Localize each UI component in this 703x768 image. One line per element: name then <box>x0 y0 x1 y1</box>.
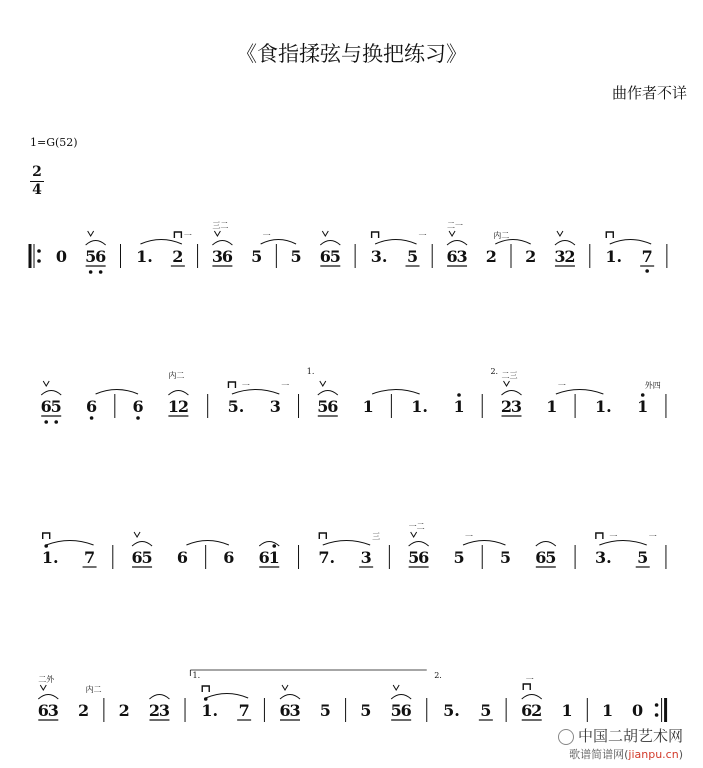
note: 1. <box>41 548 59 567</box>
note: 1 <box>453 397 465 416</box>
note: 5 <box>141 548 153 567</box>
note: 7. <box>318 548 336 567</box>
slur <box>409 542 429 547</box>
composer-credit: 曲作者不详 <box>611 84 687 102</box>
high-octave-dot <box>272 544 276 548</box>
repeat-dot <box>37 259 41 263</box>
watermark <box>558 725 683 762</box>
slur <box>149 695 169 700</box>
note: 3 <box>211 247 223 266</box>
note: 1 <box>602 701 614 720</box>
note: 6 <box>131 548 143 567</box>
wechat-icon <box>558 729 574 745</box>
tie <box>323 541 370 546</box>
up-bow-mark <box>411 532 417 537</box>
note: 6 <box>221 247 233 266</box>
note: 2 <box>531 701 543 720</box>
low-octave-dot <box>54 420 58 424</box>
slur <box>38 695 58 700</box>
note: 6 <box>400 701 412 720</box>
down-bow-mark <box>319 533 326 539</box>
fingering-mark: 一 <box>418 231 427 240</box>
note: 5 <box>480 701 492 720</box>
fingering-mark: 内二 <box>85 685 102 694</box>
note: 3 <box>456 247 468 266</box>
slur <box>318 391 338 396</box>
note: 5 <box>360 701 372 720</box>
note: 6 <box>535 548 547 567</box>
note: 2 <box>525 247 537 266</box>
note: 2 <box>78 701 90 720</box>
note: 6 <box>132 397 144 416</box>
note: 3 <box>47 701 59 720</box>
up-bow-mark <box>322 231 328 236</box>
fingering-mark: 一 <box>609 532 618 541</box>
tie <box>495 240 530 245</box>
down-bow-mark <box>596 533 603 539</box>
fingering-mark: 一 <box>262 231 271 240</box>
volta-label: 1. <box>192 671 201 680</box>
repeat-dot <box>37 249 41 253</box>
down-bow-mark <box>228 382 235 388</box>
note: 3. <box>370 247 388 266</box>
note: 6 <box>327 397 339 416</box>
tie <box>46 541 93 546</box>
up-bow-mark <box>134 532 140 537</box>
low-octave-dot <box>645 269 649 273</box>
note: 1. <box>201 701 219 720</box>
slur <box>555 241 575 246</box>
note: 1 <box>362 397 374 416</box>
down-bow-mark <box>523 684 530 690</box>
note: 6 <box>86 397 98 416</box>
up-bow-mark <box>214 231 220 236</box>
note: 5 <box>545 548 557 567</box>
high-octave-dot <box>457 393 461 397</box>
up-bow-mark <box>557 231 563 236</box>
note: 5 <box>390 701 402 720</box>
note: 6 <box>319 247 331 266</box>
fingering-mark: 一 <box>525 675 534 684</box>
up-bow-mark <box>88 231 94 236</box>
note: 5 <box>251 247 263 266</box>
key-signature: 1=G(52) <box>30 136 78 149</box>
watermark-site: jianpu.cn <box>628 748 679 761</box>
up-bow-mark <box>320 381 326 386</box>
tie <box>232 390 279 395</box>
fingering-mark: 外四 <box>644 381 661 390</box>
repeat-dot <box>655 713 659 717</box>
note: 3 <box>510 397 523 416</box>
down-bow-mark <box>606 232 613 238</box>
note: 2 <box>118 701 130 720</box>
repeat-dot <box>655 703 659 707</box>
tie <box>599 541 646 546</box>
fingering-mark: 一 <box>281 381 290 390</box>
note: 1. <box>595 397 612 416</box>
note: 3 <box>554 247 566 266</box>
tie <box>463 541 505 546</box>
note: 5 <box>499 548 512 567</box>
fingering-mark: 二一 <box>447 221 464 230</box>
fingering-mark: 二外 <box>38 675 55 684</box>
up-bow-mark <box>393 685 399 690</box>
fingering-mark: 三二 <box>212 221 229 230</box>
note: 5 <box>453 548 465 567</box>
down-bow-mark <box>43 533 50 539</box>
volta-label: 2. <box>490 367 499 376</box>
fingering-mark: 一 <box>183 231 192 240</box>
slur <box>320 241 340 246</box>
note: 1 <box>561 701 573 720</box>
note: 1 <box>637 397 649 416</box>
note: 6 <box>279 701 291 720</box>
slur <box>391 695 411 700</box>
slur <box>280 695 300 700</box>
slur <box>132 542 152 547</box>
tie <box>96 390 138 395</box>
note: 0 <box>632 701 644 720</box>
note: 6 <box>521 701 533 720</box>
slur <box>86 241 106 246</box>
fingering-mark: 内二 <box>493 231 510 240</box>
up-bow-mark <box>40 685 46 690</box>
note: 6 <box>176 548 189 567</box>
fingering-mark: 一 <box>557 381 566 390</box>
note: 5 <box>50 397 62 416</box>
up-bow-mark <box>43 381 49 386</box>
note: 5 <box>319 701 331 720</box>
note: 6 <box>446 247 458 266</box>
note: 6 <box>258 548 270 567</box>
slur <box>536 542 556 547</box>
slur <box>212 241 232 246</box>
note: 7 <box>641 247 653 266</box>
note: 6 <box>37 701 49 720</box>
high-octave-dot <box>641 393 645 397</box>
note: 5 <box>317 397 329 416</box>
volta-label: 2. <box>434 671 442 680</box>
note: 3 <box>158 701 171 720</box>
note: 0 <box>55 247 67 266</box>
low-octave-dot <box>89 270 93 274</box>
down-bow-mark <box>174 232 181 238</box>
note: 5 <box>408 548 420 567</box>
tie <box>556 390 603 395</box>
note: 6 <box>418 548 430 567</box>
note: 7 <box>84 548 96 567</box>
time-signature-top: 2 <box>32 164 42 180</box>
tie <box>186 541 228 546</box>
note: 2 <box>485 247 497 266</box>
fingering-mark: 一 <box>241 381 250 390</box>
note: 2 <box>148 701 161 720</box>
watermark-text-2: 歌谱简谱网 <box>569 748 625 761</box>
low-octave-dot <box>90 416 94 420</box>
down-bow-mark <box>372 232 379 238</box>
down-bow-mark <box>202 686 209 692</box>
note: 7 <box>238 701 250 720</box>
slur <box>259 542 279 547</box>
note: 1 <box>167 397 179 416</box>
tie <box>140 240 181 245</box>
watermark-line1 <box>558 725 683 746</box>
watermark-line2: 歌谱简谱网(jianpu.cn) <box>569 748 683 761</box>
note: 1 <box>546 397 558 416</box>
note: 2 <box>177 397 189 416</box>
fingering-mark: 二三 <box>501 371 518 380</box>
note: 3 <box>289 701 301 720</box>
note: 5. <box>227 397 245 416</box>
score-title: 《食指揉弦与换把练习》 <box>236 42 467 66</box>
note: 1. <box>411 397 429 416</box>
fingering-mark: 三 <box>372 532 381 541</box>
tie <box>372 390 419 395</box>
time-signature-bottom: 4 <box>32 182 42 198</box>
tie <box>375 240 416 245</box>
slur <box>502 391 522 396</box>
note: 5. <box>443 701 460 720</box>
note: 5 <box>290 247 302 266</box>
fingering-mark: 内二 <box>168 371 185 380</box>
up-bow-mark <box>504 381 510 386</box>
note: 2 <box>172 247 184 266</box>
note: 2 <box>500 397 513 416</box>
slur <box>168 391 188 396</box>
note: 5 <box>329 247 341 266</box>
note: 3. <box>595 548 612 567</box>
tie <box>206 694 248 699</box>
tie <box>261 240 296 245</box>
low-octave-dot <box>44 420 48 424</box>
up-bow-mark <box>449 231 455 236</box>
low-octave-dot <box>136 416 140 420</box>
note: 6 <box>95 247 107 266</box>
note: 1 <box>268 548 280 567</box>
slur <box>522 695 542 700</box>
note: 1. <box>605 247 623 266</box>
slur <box>41 391 61 396</box>
fingering-mark: 一二 <box>408 522 425 531</box>
fingering-mark: 一 <box>465 532 474 541</box>
note: 5 <box>85 247 97 266</box>
note: 5 <box>637 548 649 567</box>
note: 2 <box>564 247 576 266</box>
note: 1. <box>136 247 153 266</box>
tie <box>610 240 651 245</box>
note: 3 <box>360 548 372 567</box>
up-bow-mark <box>282 685 288 690</box>
note: 6 <box>40 397 52 416</box>
fingering-mark: 一 <box>648 532 657 541</box>
low-octave-dot <box>99 270 103 274</box>
note: 5 <box>406 247 419 266</box>
slur <box>447 241 467 246</box>
note: 3 <box>269 397 281 416</box>
watermark-text-1: 中国二胡艺术网 <box>577 727 683 745</box>
volta-label: 1. <box>306 367 315 376</box>
note: 6 <box>223 548 235 567</box>
